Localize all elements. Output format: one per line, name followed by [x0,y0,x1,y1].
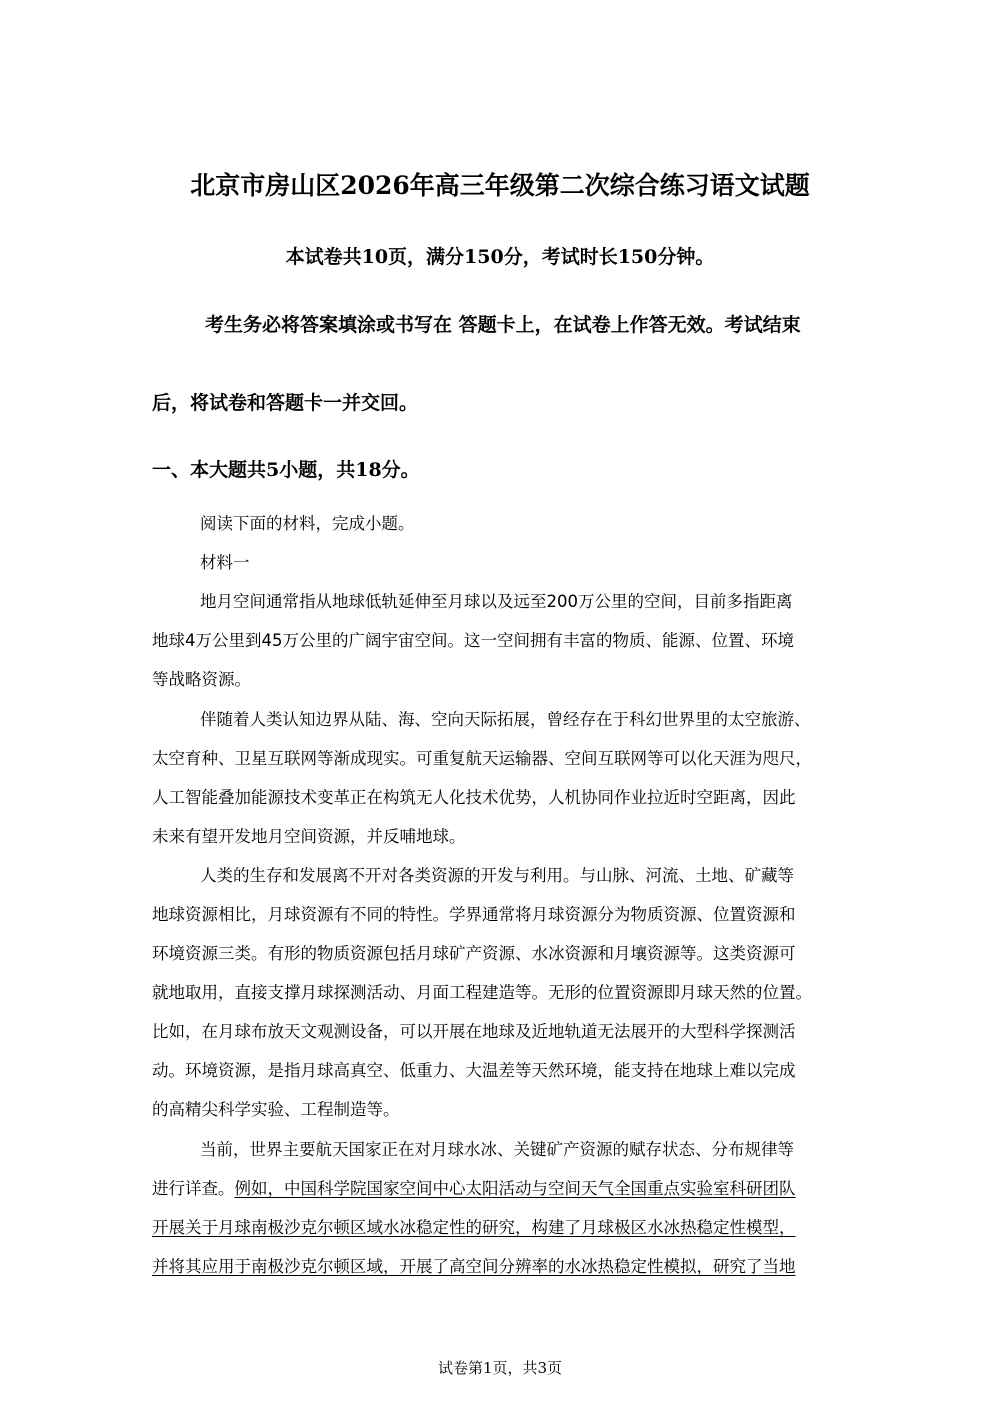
page-title: 北京市房山区2026年高三年级第二次综合练习语文试题 [190,171,810,200]
paragraph-line: 比如，在月球布放天文观测设备，可以开展在地球及近地轨道无法展开的大型科学探测活 [152,1022,796,1041]
section-heading: 一、本大题共5小题，共18分。 [152,459,420,481]
underlined-line: 开展关于月球南极沙克尔顿区域水冰稳定性的研究，构建了月球极区水冰热稳定性模型， [152,1218,796,1237]
paragraph-line: 环境资源三类。有形的物质资源包括月球矿产资源、水冰资源和月壤资源等。这类资源可 [152,944,796,963]
paragraph-line: 伴随着人类认知边界从陆、海、空向天际拓展，曾经存在于科幻世界里的太空旅游、 [200,710,811,729]
underlined-line: 并将其应用于南极沙克尔顿区域，开展了高空间分辨率的水冰热稳定性模拟，研究了当地 [152,1257,796,1276]
notice-line-1: 考生务必将答案填涂或书写在 答题卡上，在试卷上作答无效。考试结束 [205,314,801,336]
paragraph-line: 等战略资源。 [152,670,251,689]
paragraph-line: 动。环境资源，是指月球高真空、低重力、大温差等天然环境，能支持在地球上难以完成 [152,1061,796,1080]
paragraph-line: 人工智能叠加能源技术变革正在构筑无人化技术优势，人机协同作业拉近时空距离，因此 [152,788,796,807]
paragraph-line: 地月空间通常指从地球低轨延伸至月球以及远至200万公里的空间，目前多指距离 [200,592,793,611]
paragraph-line: 地球资源相比，月球资源有不同的特性。学界通常将月球资源分为物质资源、位置资源和 [152,905,796,924]
exam-info: 本试卷共10页，满分150分，考试时长150分钟。 [285,246,715,268]
paragraph-line: 当前，世界主要航天国家正在对月球水冰、关键矿产资源的赋存状态、分布规律等 [200,1140,794,1159]
paragraph-line: 太空育种、卫星互联网等渐成现实。可重复航天运输器、空间互联网等可以化天涯为咫尺， [152,749,812,768]
paragraph-line: 未来有望开发地月空间资源，并反哺地球。 [152,827,466,846]
page-footer: 试卷第1页，共3页 [437,1359,563,1377]
paragraph-line [152,1177,796,1201]
paragraph-line: 的高精尖科学实验、工程制造等。 [152,1100,400,1119]
paragraph-line: 地球4万公里到45万公里的广阔宇宙空间。这一空间拥有丰富的物质、能源、位置、环境 [152,631,794,650]
reading-intro: 阅读下面的材料，完成小题。 [200,514,415,533]
underlined-text: 例如，中国科学院国家空间中心太阳活动与空间天气全国重点实验室科研团队 [234,1179,796,1198]
material-label: 材料一 [200,553,250,572]
plain-text: 进行详查。 [152,1179,235,1198]
paragraph-line: 就地取用，直接支撑月球探测活动、月面工程建造等。无形的位置资源即月球天然的位置。 [152,983,812,1002]
paragraph-line: 人类的生存和发展离不开对各类资源的开发与利用。与山脉、河流、土地、矿藏等 [200,866,794,885]
notice-line-2: 后，将试卷和答题卡一并交回。 [152,392,419,414]
